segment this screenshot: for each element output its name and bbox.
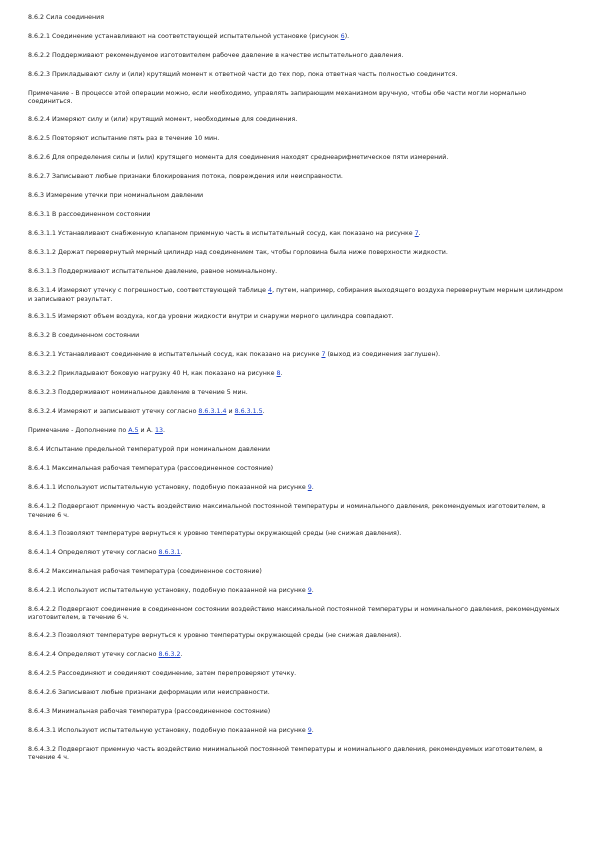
link-8-6-3-1[interactable]: 8.6.3.1 <box>158 548 181 556</box>
para-8-6-4: 8.6.4 Испытание предельной температурой при номинальном давлении <box>28 446 270 454</box>
link-annex-a13[interactable]: 13 <box>154 427 163 435</box>
para-8-6-3-1-2: 8.6.3.1.2 Держат перевернутый мерный цилиндр над соединением так, чтобы горловина была ниже поверхности жидкости. <box>28 249 448 257</box>
para-8-6-4-2-4: 8.6.4.2.4 Определяют утечку согласно 8.6.3.2. <box>28 650 183 658</box>
para-8-6-3-2-3: 8.6.3.2.3 Поддерживают номинальное давление в течение 5 мин. <box>28 389 248 397</box>
link-figure-6[interactable]: 6 <box>340 33 345 40</box>
link-8-6-3-2[interactable]: 8.6.3.2 <box>158 650 181 658</box>
para-8-6-4-3-2: 8.6.4.3.2 Подвергают приемную часть воздействию минимальной постоянной температуры и номинального давления, рекомендуемых изготовителем, в течение 4 ч. <box>28 745 543 762</box>
link-figure-8[interactable]: 8 <box>276 370 281 378</box>
para-8-6-4-2-1: 8.6.4.2.1 Используют испытательную установку, подобную показанной на рисунке 9. <box>28 586 314 594</box>
para-8-6-4-1-2: 8.6.4.1.2 Подвергают приемную часть воздействию максимальной постоянной температуры и номинального давления, рекомендуемых изготовителем, в течение 6 ч. <box>28 503 546 519</box>
link-annex-a5[interactable]: А.5 <box>128 427 139 435</box>
para-8-6-2: 8.6.2 Сила соединения <box>28 14 105 21</box>
para-8-6-2-4: 8.6.2.4 Измеряют силу и (или) крутящий момент, необходимые для соединения. <box>28 116 298 124</box>
para-8-6-3-2: 8.6.3.2 В соединенном состоянии <box>28 332 140 340</box>
note-8-6-2-3: Примечание - В процессе этой операции можно, если необходимо, управлять запирающим механизмом вручную, чтобы обе части могли нормально соединиться. <box>28 90 527 106</box>
para-8-6-4-2-5: 8.6.4.2.5 Рассоединяют и соединяют соединение, затем перепроверяют утечку. <box>28 669 297 677</box>
para-8-6-4-1-1: 8.6.4.1.1 Используют испытательную установку, подобную показанной на рисунке 9. <box>28 484 314 492</box>
para-8-6-2-5: 8.6.2.5 Повторяют испытание пять раз в течение 10 мин. <box>28 135 220 143</box>
link-figure-9c[interactable]: 9 <box>307 726 312 734</box>
para-8-6-4-1: 8.6.4.1 Максимальная рабочая температура (рассоединенное состояние) <box>28 465 274 473</box>
para-8-6-2-7: 8.6.2.7 Записывают любые признаки блокирования потока, повреждения или неисправности. <box>28 173 343 181</box>
link-figure-7b[interactable]: 7 <box>321 351 326 359</box>
link-figure-9b[interactable]: 9 <box>307 586 312 594</box>
para-8-6-3-1: 8.6.3.1 В рассоединенном состоянии <box>28 211 151 219</box>
link-8-6-3-1-5[interactable]: 8.6.3.1.5 <box>234 408 263 416</box>
para-8-6-4-2-2: 8.6.4.2.2 Подвергают соединение в соединенном состоянии воздействию максимальной постоянной температуры и номинального давления, рекомендуемых изготовителем, в течение 6 ч. <box>28 605 560 622</box>
note-annex-a: Примечание - Дополнение по А.5 и А. 13. <box>28 427 165 435</box>
para-8-6-4-2: 8.6.4.2 Максимальная рабочая температура (соединенное состояние) <box>28 567 262 575</box>
para-8-6-3-2-4: 8.6.3.2.4 Измеряют и записывают утечку согласно 8.6.3.1.4 и 8.6.3.1.5. <box>28 408 265 416</box>
para-8-6-4-3-1: 8.6.4.3.1 Используют испытательную установку, подобную показанной на рисунке 9. <box>28 726 314 734</box>
link-8-6-3-1-4[interactable]: 8.6.3.1.4 <box>198 408 227 416</box>
para-8-6-3-1-5: 8.6.3.1.5 Измеряют объем воздуха, когда уровни жидкости внутри и снаружи мерного цилиндра совпадают. <box>28 313 394 321</box>
para-8-6-3-1-1: 8.6.3.1.1 Устанавливают снабженную клапаном приемную часть в испытательный сосуд, как показано на рисунке 7. <box>28 230 421 238</box>
para-8-6-3-1-3: 8.6.3.1.3 Поддерживают испытательное давление, равное номинальному. <box>28 268 278 276</box>
para-8-6-3-2-2: 8.6.3.2.2 Прикладывают боковую нагрузку 40 Н, как показано на рисунке 8. <box>28 370 283 378</box>
link-figure-9[interactable]: 9 <box>307 484 312 492</box>
para-8-6-4-2-6: 8.6.4.2.6 Записывают любые признаки деформации или неисправности. <box>28 688 270 696</box>
link-figure-7[interactable]: 7 <box>414 230 419 238</box>
link-table-4[interactable]: 4 <box>268 287 273 295</box>
para-8-6-3-2-1: 8.6.3.2.1 Устанавливают соединение в испытательный сосуд, как показано на рисунке 7 (выход из соединения заглушен). <box>28 351 441 359</box>
para-8-6-4-1-3: 8.6.4.1.3 Позволяют температуре вернуться к уровню температуры окружающей среды (не снижая давления). <box>28 529 402 537</box>
para-8-6-4-2-3: 8.6.4.2.3 Позволяют температуре вернуться к уровню температуры окружающей среды (не снижая давления). <box>28 631 402 639</box>
para-8-6-4-1-4: 8.6.4.1.4 Определяют утечку согласно 8.6.3.1. <box>28 548 183 556</box>
para-8-6-4-3: 8.6.4.3 Минимальная рабочая температура (рассоединенное состояние) <box>28 707 271 715</box>
para-8-6-2-1: 8.6.2.1 Соединение устанавливают на соответствующей испытательной установке (рисунок 6). <box>28 33 350 40</box>
para-8-6-3: 8.6.3 Измерение утечки при номинальном давлении <box>28 192 204 200</box>
para-8-6-3-1-4: 8.6.3.1.4 Измеряют утечку с погрешностью, соответствующей таблице 4, путем, например, собирания выходящего воздуха перевернутым мерным цилиндром и записывают результат. <box>28 287 563 303</box>
para-8-6-2-2: 8.6.2.2 Поддерживают рекомендуемое изготовителем рабочее давление в качестве испытательного давления. <box>28 52 404 59</box>
para-8-6-2-3: 8.6.2.3 Прикладывают силу и (или) крутящий момент к ответной части до тех пор, пока ответная часть полностью соединится. <box>28 71 458 78</box>
para-8-6-2-6: 8.6.2.6 Для определения силы и (или) крутящего момента для соединения находят среднеарифметическое пяти измерений. <box>28 154 449 162</box>
document-page <box>28 14 568 772</box>
